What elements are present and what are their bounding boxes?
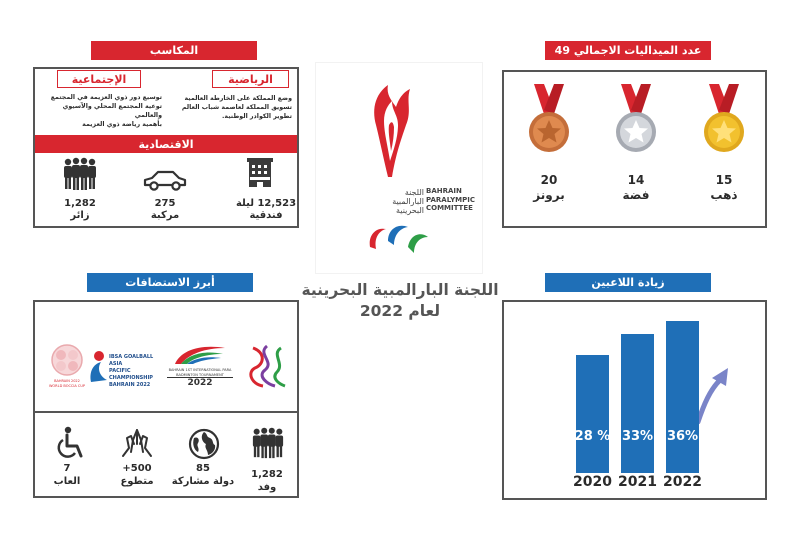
stat-label: زائر: [70, 210, 90, 221]
torch-logo-icon: [366, 81, 416, 179]
group-icon: [251, 426, 285, 460]
stat-label: دولة مشاركة: [171, 476, 235, 487]
volunteer-hands-icon: [119, 426, 155, 460]
divider: [35, 411, 297, 413]
stat-value: 85: [196, 463, 210, 474]
sports-line: تطوير الكوادر الوطنية.: [221, 113, 292, 120]
gold-medal-icon: [701, 82, 747, 158]
medal-count: 14: [627, 173, 645, 187]
hostings-header: أبرز الاستضافات: [87, 273, 253, 292]
stat-games: [39, 462, 95, 488]
bar-value-label: 36%: [666, 429, 699, 444]
globe-icon: [188, 428, 220, 460]
sports-tab: الرياضية: [212, 70, 289, 88]
social-list: [37, 93, 162, 129]
social-tab: الإجتماعية: [57, 70, 141, 88]
stat-visitors: [50, 198, 110, 222]
stat-value: 7: [63, 463, 71, 474]
goalball-line: PACIFIC CHAMPIONSHIP: [109, 368, 153, 381]
boccia-logo: [47, 342, 87, 392]
medal-count: 15: [715, 173, 733, 187]
people-icon: [62, 157, 98, 191]
stat-hotel: [234, 198, 298, 222]
stat-volunteers: [105, 462, 169, 488]
silver-medal-icon: [613, 82, 659, 158]
stat-label: وفد: [257, 482, 277, 493]
stat-label: فندقية: [249, 210, 283, 221]
social-line: بأهمية رياضة ذوي العزيمة: [82, 121, 162, 128]
stat-vehicles: [135, 198, 195, 222]
bar-value-label: 33%: [621, 429, 654, 444]
sports-line: وضع المملكة على الخارطة العالمية: [184, 95, 292, 102]
goalball-logo-text: [109, 354, 161, 389]
games-logo-icon: [245, 342, 291, 392]
year-label: 2022: [663, 474, 702, 490]
medal-label: فضة: [622, 188, 650, 202]
social-line: توسيع دور ذوي العزيمة في المجتمع: [50, 94, 162, 101]
agitos-icon: [364, 221, 430, 259]
stat-label: العاب: [53, 476, 81, 487]
logo-arabic-name: اللجنة البارالمبية البحرينية: [392, 188, 424, 215]
stat-label: مركبة: [150, 210, 180, 221]
bronze-medal-icon: [526, 82, 572, 158]
social-line: توعية المجتمع المحلي والآسيوي والعالمي: [62, 103, 162, 119]
economic-bar: الاقتصادية: [35, 135, 297, 153]
wheelchair-icon: [55, 426, 85, 460]
goalball-line: IBSA GOALBALL ASIA: [109, 354, 154, 367]
players-panel: [502, 300, 767, 500]
bronze-count: [524, 173, 574, 203]
sports-line: تسويق المملكة لعاصمة شباب العالم: [181, 104, 292, 111]
sports-list: [166, 94, 292, 121]
gold-count: [699, 173, 749, 203]
stat-value: 12,523 ليلة: [235, 198, 297, 209]
year-label: 2020: [573, 474, 612, 490]
year-label: 2021: [618, 474, 657, 490]
hostings-panel: [33, 300, 299, 498]
goalball-logo: [87, 348, 159, 388]
boccia-logo-text: BAHRAIN 2022 WORLD BOCCIA CUP: [48, 379, 86, 388]
badminton-logo-year: 2022: [167, 377, 233, 388]
growth-arrow-icon: [694, 364, 734, 424]
medals-header: عدد الميداليات الاجمالي 49: [545, 41, 711, 60]
gains-header: المكاسب: [91, 41, 257, 60]
players-bar-chart: [504, 302, 765, 498]
bar-value-label: 28 %: [574, 429, 611, 444]
stat-label: متطوع: [120, 476, 154, 487]
stat-value: 275: [154, 198, 176, 209]
stat-delegation: [235, 468, 299, 494]
medal-count: 20: [540, 173, 558, 187]
badminton-logo: [167, 342, 233, 396]
medals-panel: [502, 70, 767, 228]
boccia-logo-icon: [49, 342, 85, 378]
badminton-logo-icon: [171, 342, 229, 366]
hotel-icon: [246, 157, 274, 189]
goalball-line: BAHRAIN 2022: [109, 382, 151, 388]
goalball-logo-icon: [87, 350, 109, 384]
logo-card: [316, 63, 482, 273]
bar-2020: [576, 355, 609, 473]
stat-countries: [163, 462, 243, 488]
bar-2022: [666, 321, 699, 473]
silver-count: [611, 173, 661, 203]
medal-label: برونز: [533, 188, 565, 202]
bar-2021: [621, 334, 654, 473]
badminton-logo-text: BAHRAIN 1ST INTERNATIONAL PARA BADMINTON TOURNAMENT: [168, 368, 232, 377]
car-icon: [142, 169, 188, 191]
stat-value: 500+: [122, 463, 152, 474]
stat-value: 1,282: [251, 469, 283, 480]
gains-panel: [33, 67, 299, 228]
players-header: زيادة اللاعبين: [545, 273, 711, 292]
logo-english-name: BAHRAIN PARALYMPIC COMMITTEE: [426, 187, 475, 212]
page-title-line2: لعام 2022: [359, 302, 441, 320]
page-title-line1: اللجنة البارالمبية البحرينية: [301, 281, 499, 299]
stat-value: 1,282: [64, 198, 96, 209]
medal-label: ذهب: [710, 188, 738, 202]
